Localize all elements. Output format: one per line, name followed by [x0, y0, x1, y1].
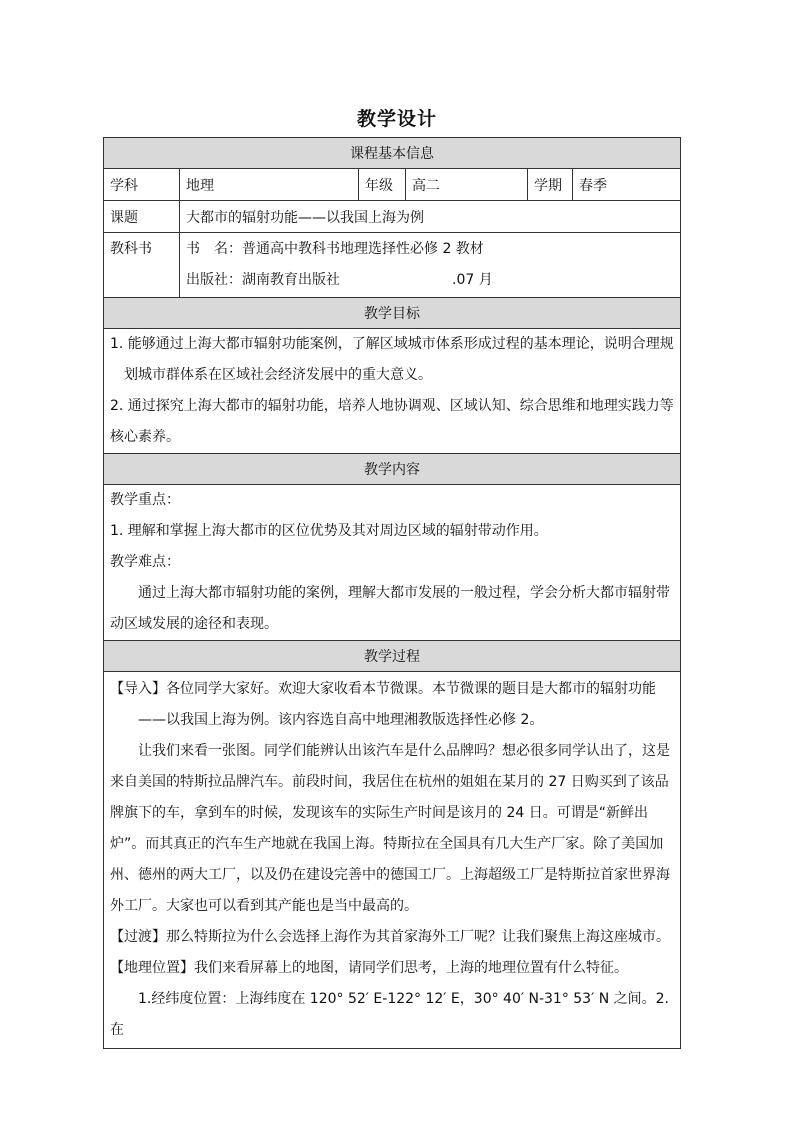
subject-value: 地理 [180, 169, 359, 201]
term-value: 春季 [573, 169, 681, 201]
objective-item: 1. 能够通过上海大都市辐射功能案例，了解区域城市体系形成过程的基本理论，说明合理规划城市群体系在区域社会经济发展中的重大意义。 [110, 336, 674, 383]
key-point-label: 教学重点： [110, 492, 180, 508]
textbook-name: 书 名：普通高中教科书地理选择性必修 2 教材 [186, 241, 484, 257]
key-point: 1. 理解和掌握上海大都市的区位优势及其对周边区域的辐射带动作用。 [110, 523, 548, 539]
lesson-plan-table [103, 137, 681, 1049]
topic-value: 大都市的辐射功能——以我国上海为例 [180, 201, 681, 233]
publisher: 出版社：湖南教育出版社 [186, 272, 340, 288]
document-title: 教学设计 [356, 108, 437, 130]
process-location: 【地理位置】我们来看屏幕上的地图，请同学们思考，上海的地理位置有什么特征。 [110, 960, 628, 976]
grade-label: 年级 [359, 169, 406, 201]
section-header-basic-info: 课程基本信息 [104, 138, 681, 169]
section-header-content: 教学内容 [104, 454, 681, 485]
difficulty-text: 通过上海大都市辐射功能的案例，理解大都市发展的一般过程，学会分析大都市辐射带动区域发展的途径和表现。 [110, 585, 670, 632]
publish-date: .07 月 [452, 272, 493, 288]
process-transition: 【过渡】那么特斯拉为什么会选择上海作为其首家海外工厂呢？让我们聚焦上海这座城市。 [110, 929, 670, 945]
process-story: 让我们来看一张图。同学们能辨认出该汽车是什么品牌吗？想必很多同学认出了，这是来自美国的特斯拉品牌汽车。前段时间，我居住在杭州的姐姐在某月的 27 日购买到了该品牌旗下的车，拿到车的时候，发现该车的实际生产时间是该月的 24 日。可谓是“新鲜出炉”。而其真正的汽车生产地就在我国上海。特斯拉在全国具有几大生产厂家。除了美国加州、德州的两大工厂，以及仍在建设完善中的德国工厂。上海超级工厂是特斯拉首家世界海外工厂。大家也可以看到其产能也是当中最高的。 [110, 743, 670, 914]
section-header-process: 教学过程 [104, 641, 681, 672]
term-label: 学期 [528, 169, 573, 201]
process-block [104, 672, 681, 1049]
grade-value: 高二 [406, 169, 528, 201]
process-coordinates: 1.经纬度位置：上海纬度在 120° 52′ E-122° 12′ E，30° 40′ N-31° 53′ N 之间。2.在 [110, 991, 670, 1038]
topic-label: 课题 [104, 201, 180, 233]
textbook-publisher-line [186, 265, 674, 296]
textbook-label: 教科书 [104, 233, 180, 298]
difficulty-label: 教学难点： [110, 554, 180, 570]
subject-label: 学科 [104, 169, 180, 201]
content-block [104, 485, 681, 641]
textbook-info [180, 233, 681, 298]
section-header-objectives: 教学目标 [104, 298, 681, 329]
objective-item: 2. 通过探究上海大都市的辐射功能，培养人地协调观、区域认知、综合思维和地理实践力等核心素养。 [110, 398, 674, 445]
objectives-block [104, 329, 681, 454]
process-intro: 【导入】各位同学大家好。欢迎大家收看本节微课。本节微课的题目是大都市的辐射功能——以我国上海为例。该内容选自高中地理湘教版选择性必修 2。 [110, 681, 656, 728]
